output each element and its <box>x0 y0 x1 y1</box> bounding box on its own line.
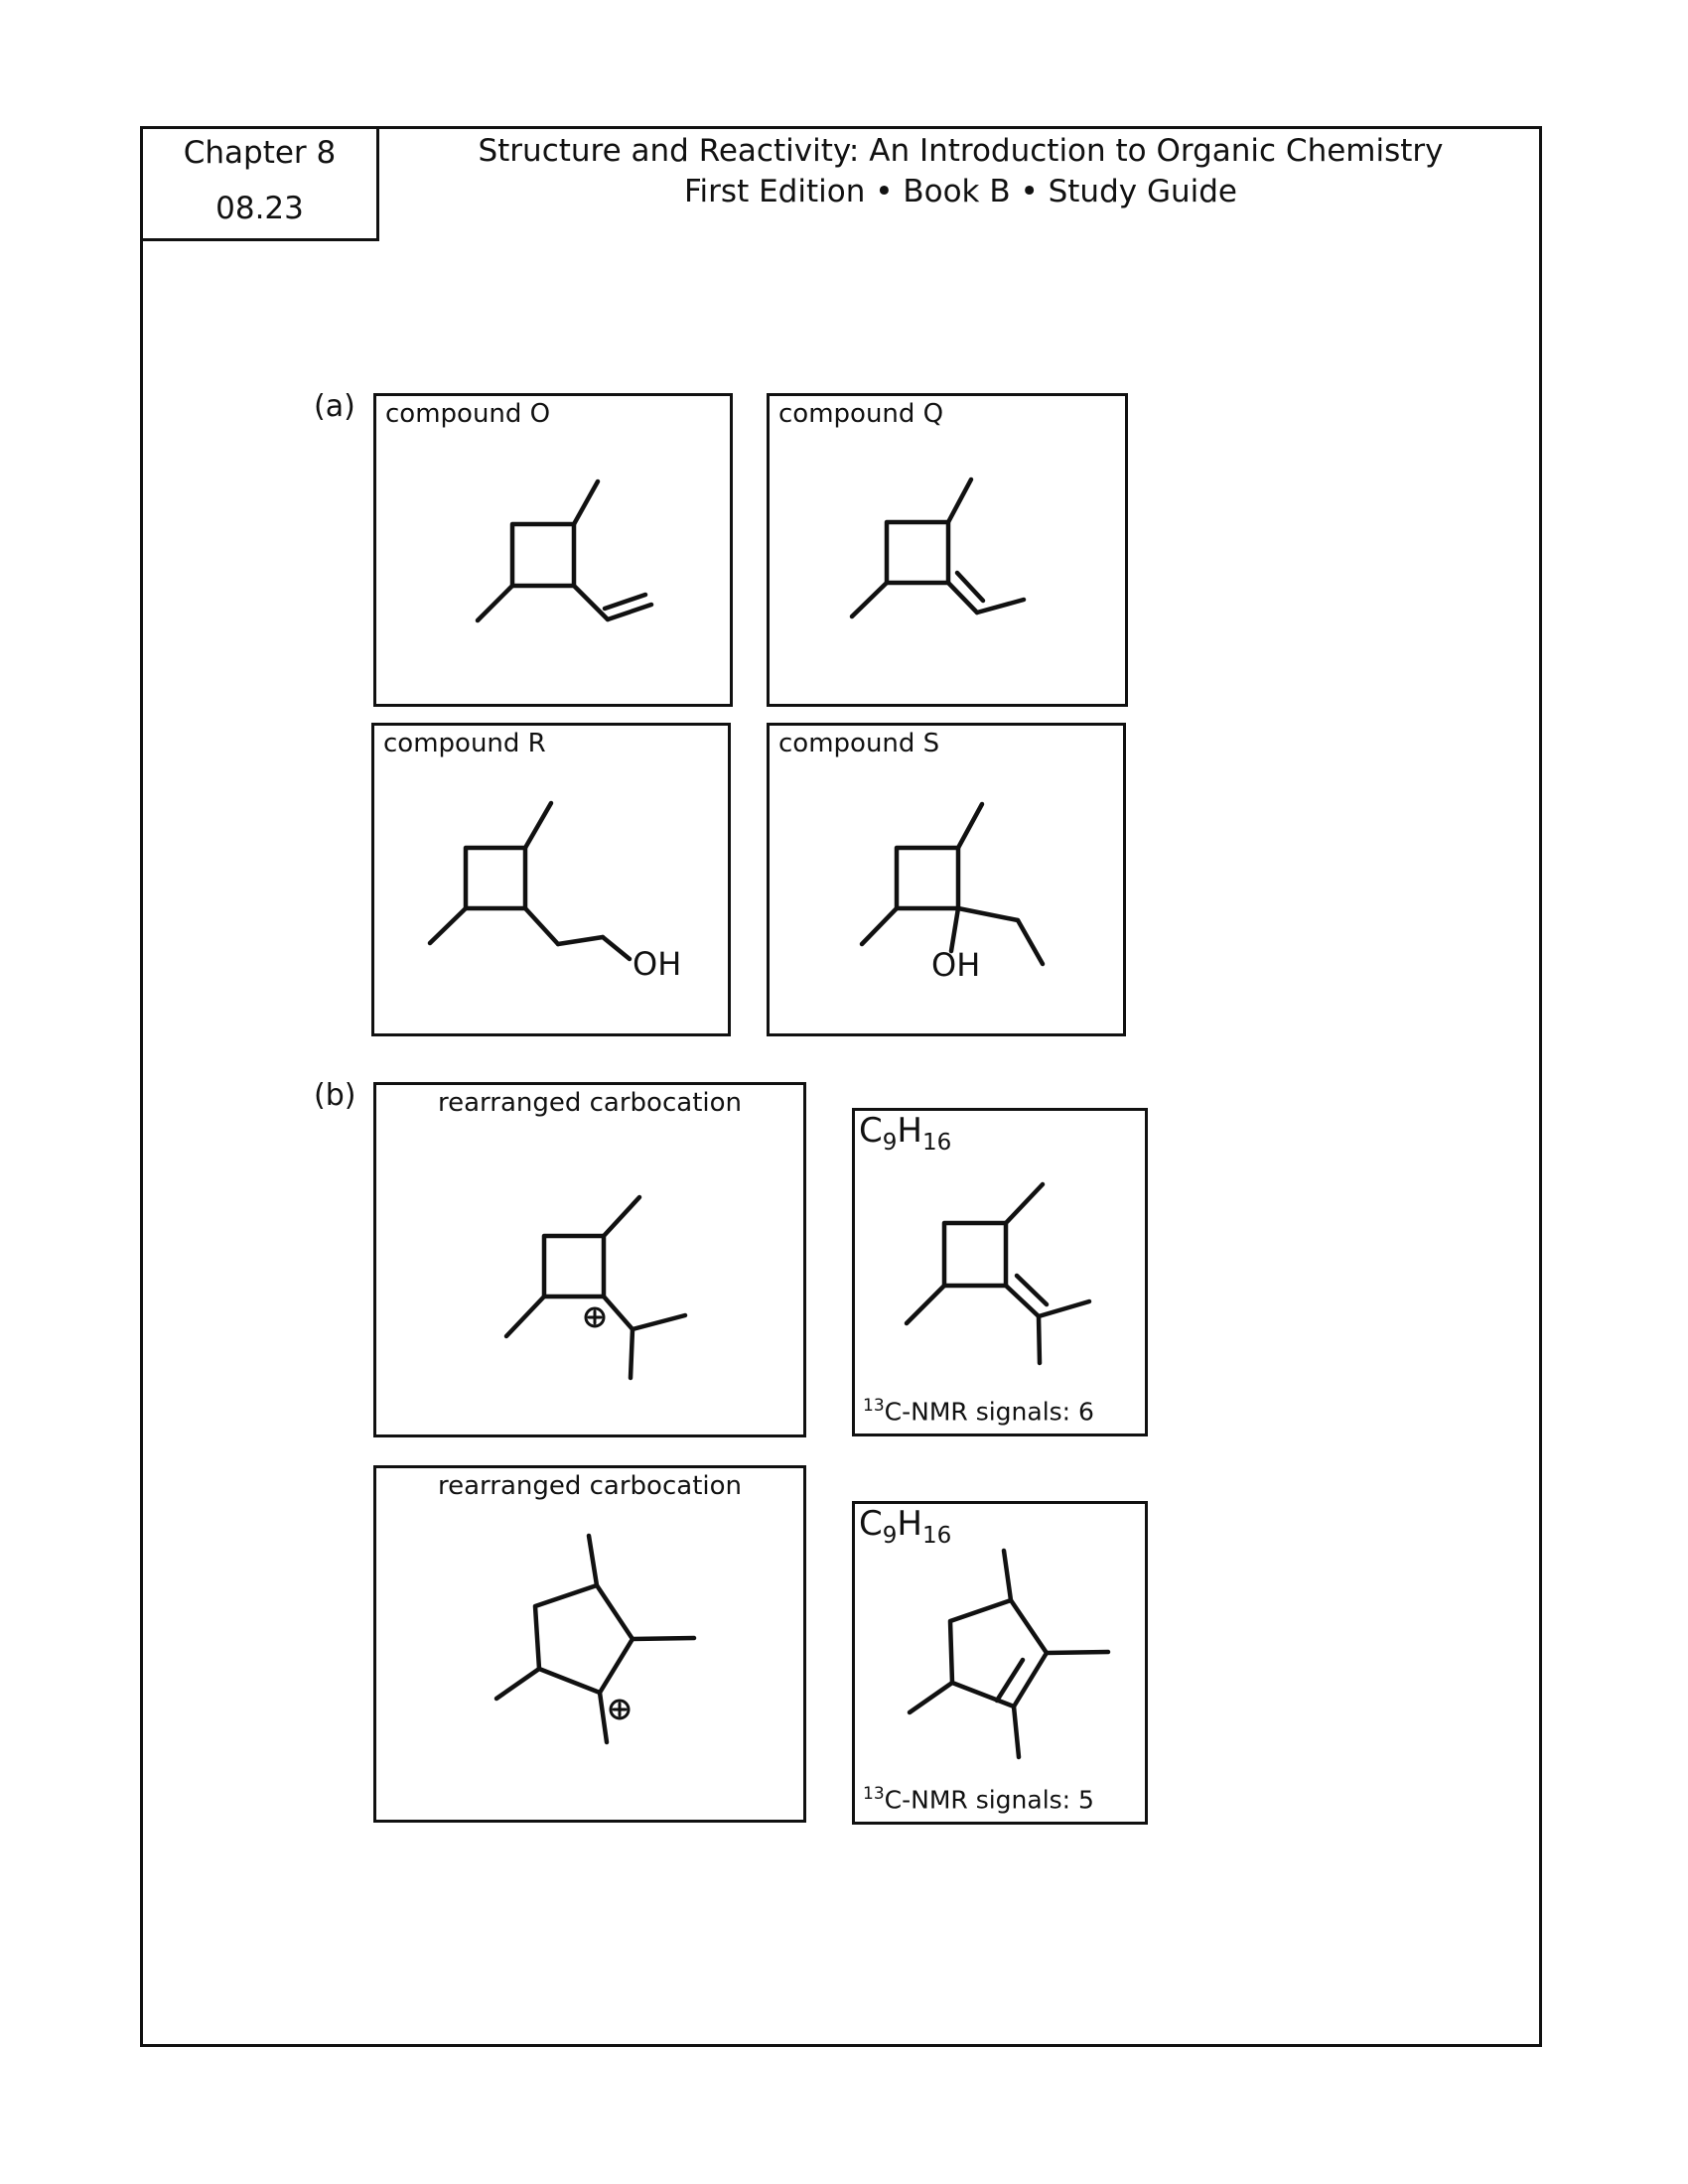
compound-r-structure <box>374 726 734 1039</box>
compound-q-card <box>767 393 1128 707</box>
product-2-nmr: $^{13}$C-NMR signals: 5 <box>863 1783 1094 1814</box>
book-title: Structure and Reactivity: An Introduction to Organic Chemistry <box>478 133 1444 169</box>
chapter-label: Chapter 8 <box>183 135 337 171</box>
compound-q-structure <box>770 396 1131 710</box>
product-1-formula: $C_9H_{16}$ <box>859 1111 952 1156</box>
product-2-structure <box>855 1504 1151 1828</box>
compound-o-card <box>373 393 733 707</box>
carbocation-1-caption: rearranged carbocation <box>437 1088 742 1118</box>
compound-r-caption: compound R <box>383 729 546 758</box>
compound-s-card <box>767 723 1126 1036</box>
carbocation-2-card <box>373 1465 806 1823</box>
compound-o-structure <box>376 396 736 710</box>
product-1-structure <box>855 1111 1151 1439</box>
problem-number: 08.23 <box>215 191 304 226</box>
product-2-card <box>852 1501 1148 1825</box>
compound-r-oh-label: OH <box>633 945 682 983</box>
carbocation-1-card <box>373 1082 806 1437</box>
carbocation-2-caption: rearranged carbocation <box>437 1471 742 1501</box>
book-subtitle: First Edition • Book B • Study Guide <box>683 174 1237 209</box>
carbocation-2-structure <box>376 1468 809 1826</box>
part-a-label: (a) <box>314 389 355 424</box>
product-1-card <box>852 1108 1148 1436</box>
compound-o-caption: compound O <box>385 399 551 429</box>
compound-s-caption: compound S <box>778 729 940 758</box>
chapter-box <box>140 126 379 241</box>
compound-r-card <box>371 723 731 1036</box>
part-b-label: (b) <box>314 1078 356 1113</box>
compound-s-structure <box>770 726 1129 1039</box>
product-2-formula: $C_9H_{16}$ <box>859 1504 952 1549</box>
compound-s-oh-label: OH <box>931 946 981 984</box>
carbocation-1-structure <box>376 1085 809 1440</box>
product-1-nmr: $^{13}$C-NMR signals: 6 <box>863 1395 1094 1426</box>
compound-q-caption: compound Q <box>778 399 944 429</box>
